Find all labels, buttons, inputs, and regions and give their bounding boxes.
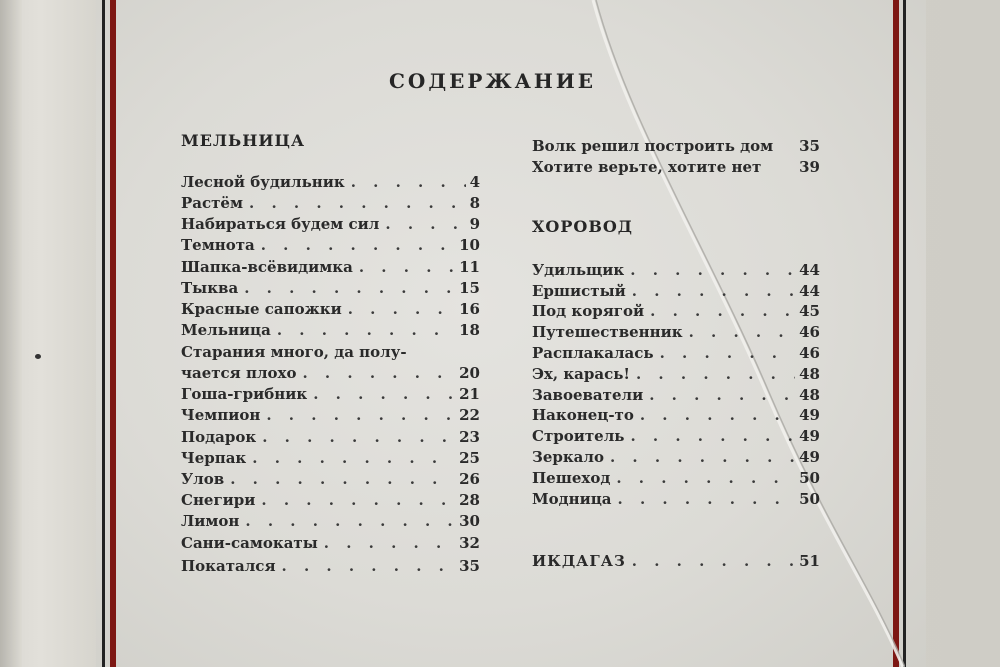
toc-entry [532,158,820,178]
toc-leader-dots [256,428,455,446]
toc-entry-page: 46 [799,344,820,362]
toc-entry-page: 25 [459,449,480,467]
toc-entry-page: 51 [799,552,820,570]
toc-entry-title: Сани-самокаты [181,534,318,552]
page-border-right-red [893,0,899,667]
toc-entry [181,534,480,554]
toc-entry [532,448,820,468]
toc-entry-page: 35 [459,557,480,575]
toc-entry [181,406,480,426]
toc-leader-dots [255,236,455,254]
toc-entry-page: 21 [459,385,480,403]
toc-entry-title: Наконец-то [532,406,634,424]
toc-entry [532,282,820,302]
toc-leader-dots [238,279,455,297]
toc-entry [532,469,820,489]
toc-entry-title: Эх, карась! [532,365,630,383]
ink-speck [35,354,41,359]
toc-entry-title: Гоша-грибник [181,385,308,403]
toc-entry-title: Пешеход [532,469,611,487]
toc-entry [181,470,480,490]
toc-entry [181,258,480,278]
toc-entry-page: 20 [459,364,480,382]
toc-entry-page: 30 [459,512,480,530]
toc-leader-dots [610,469,795,487]
toc-entry-page: 49 [799,448,820,466]
toc-leader-dots [345,173,466,191]
toc-leader-dots [624,261,795,279]
page-border-left-black [102,0,105,667]
toc-leader-dots [243,194,466,212]
toc-entry-page: 48 [799,365,820,383]
toc-leader-dots [353,258,455,276]
book-spine [0,0,22,667]
toc-entry [181,491,480,511]
toc-entry-page: 28 [459,491,480,509]
toc-entry [532,302,820,322]
toc-entry-page: 22 [459,406,480,424]
toc-leader-dots [634,406,795,424]
toc-entry-title: Строитель [532,427,625,445]
toc-entry [532,261,820,281]
page-title: СОДЕРЖАНИЕ [389,69,596,93]
toc-entry-title: Старания много, да полу- [181,343,407,361]
toc-entry [532,137,820,157]
toc-leader-dots [224,470,455,488]
toc-entry-title: Волк решил построить дом [532,137,774,155]
toc-entry-title: Лесной будильник [181,173,345,191]
toc-entry [181,512,480,532]
toc-entry-page: 4 [469,173,480,191]
toc-leader-dots [683,323,796,341]
toc-entry-title: Чемпион [181,406,261,424]
toc-entry [532,386,820,406]
toc-entry [181,215,480,235]
toc-entry-page: 32 [459,534,480,552]
toc-entry-title: Красные сапожки [181,300,342,318]
toc-entry-title: Растём [181,194,243,212]
toc-entry [181,364,480,384]
toc-entry-page: 35 [799,137,820,155]
page-border-left-red [110,0,116,667]
toc-leader-dots [239,512,455,530]
toc-entry [181,300,480,320]
toc-leader-dots [624,427,795,445]
section-title-khorovod: ХОРОВОД [532,217,634,236]
toc-entry [181,449,480,469]
toc-entry-page: 45 [799,302,820,320]
toc-entry [532,490,820,510]
toc-entry [532,344,820,364]
toc-entry [532,365,820,385]
toc-leader-dots [630,365,795,383]
toc-entry-page: 8 [469,194,480,212]
toc-entry-title: Темнота [181,236,255,254]
toc-entry-page: 49 [799,427,820,445]
toc-entry-title: Завоеватели [532,386,644,404]
toc-entry-title: Удильщик [532,261,625,279]
toc-entry [532,427,820,447]
toc-entry-title: чается плохо [181,364,297,382]
toc-entry-page: 15 [459,279,480,297]
toc-entry-page: 50 [799,490,820,508]
toc-entry-title: Шапка-всёвидимка [181,258,353,276]
toc-entry [181,343,480,363]
toc-entry-page: 26 [459,470,480,488]
toc-entry-title: Мельница [181,321,271,339]
toc-entry [181,321,480,341]
toc-entry-title: Улов [181,470,225,488]
toc-entry-page: 16 [459,300,480,318]
toc-entry-page: 44 [799,261,820,279]
page-border-right-black [903,0,906,667]
toc-leader-dots [296,364,455,382]
toc-entry [532,323,820,343]
toc-entry-title: Лимон [181,512,240,530]
toc-entry [181,173,480,193]
toc-entry [181,279,480,299]
toc-leader-dots [654,344,796,362]
toc-entry-title: Путешественник [532,323,683,341]
toc-leader-dots [626,282,795,300]
toc-leader-dots [643,386,795,404]
toc-entry-title: Ершистый [532,282,626,300]
toc-leader-dots [379,215,465,233]
toc-leader-dots [612,490,796,508]
toc-leader-dots [342,300,455,318]
toc-leader-dots [307,385,455,403]
toc-entry-title: ИКДАГАЗ [532,552,626,570]
toc-entry-page: 9 [469,215,480,233]
toc-leader-dots [255,491,455,509]
toc-entry-page: 48 [799,386,820,404]
toc-entry [181,236,480,256]
toc-leader-dots [276,557,456,575]
toc-entry-title: Хотите верьте, хотите нет [532,158,762,176]
toc-entry [181,428,480,448]
toc-entry-page: 11 [459,258,480,276]
toc-leader-dots [644,302,795,320]
toc-entry-page: 50 [799,469,820,487]
toc-leader-dots [260,406,455,424]
toc-entry [181,385,480,405]
toc-entry-title: Набираться будем сил [181,215,380,233]
toc-entry-title: Модница [532,490,612,508]
toc-entry-page: 18 [459,321,480,339]
section-title-melnitsa: МЕЛЬНИЦА [181,131,305,150]
toc-entry-page: 49 [799,406,820,424]
toc-leader-dots [626,552,795,570]
toc-entry-page: 23 [459,428,480,446]
toc-entry [532,406,820,426]
toc-entry-title: Черпак [181,449,247,467]
toc-leader-dots [246,449,455,467]
toc-entry-title: Снегири [181,491,256,509]
toc-leader-dots [318,534,455,552]
toc-entry-title: Покатался [181,557,276,575]
toc-entry-final [532,552,820,572]
toc-entry [181,557,480,577]
toc-entry-page: 10 [459,236,480,254]
toc-entry-page: 39 [799,158,820,176]
toc-leader-dots [604,448,795,466]
toc-entry-page: 46 [799,323,820,341]
toc-leader-dots [271,321,455,339]
toc-entry-title: Подарок [181,428,257,446]
toc-entry-title: Расплакалась [532,344,654,362]
toc-entry-page: 44 [799,282,820,300]
toc-entry [181,194,480,214]
toc-entry-title: Тыква [181,279,239,297]
toc-entry-title: Зеркало [532,448,604,466]
toc-entry-title: Под корягой [532,302,645,320]
